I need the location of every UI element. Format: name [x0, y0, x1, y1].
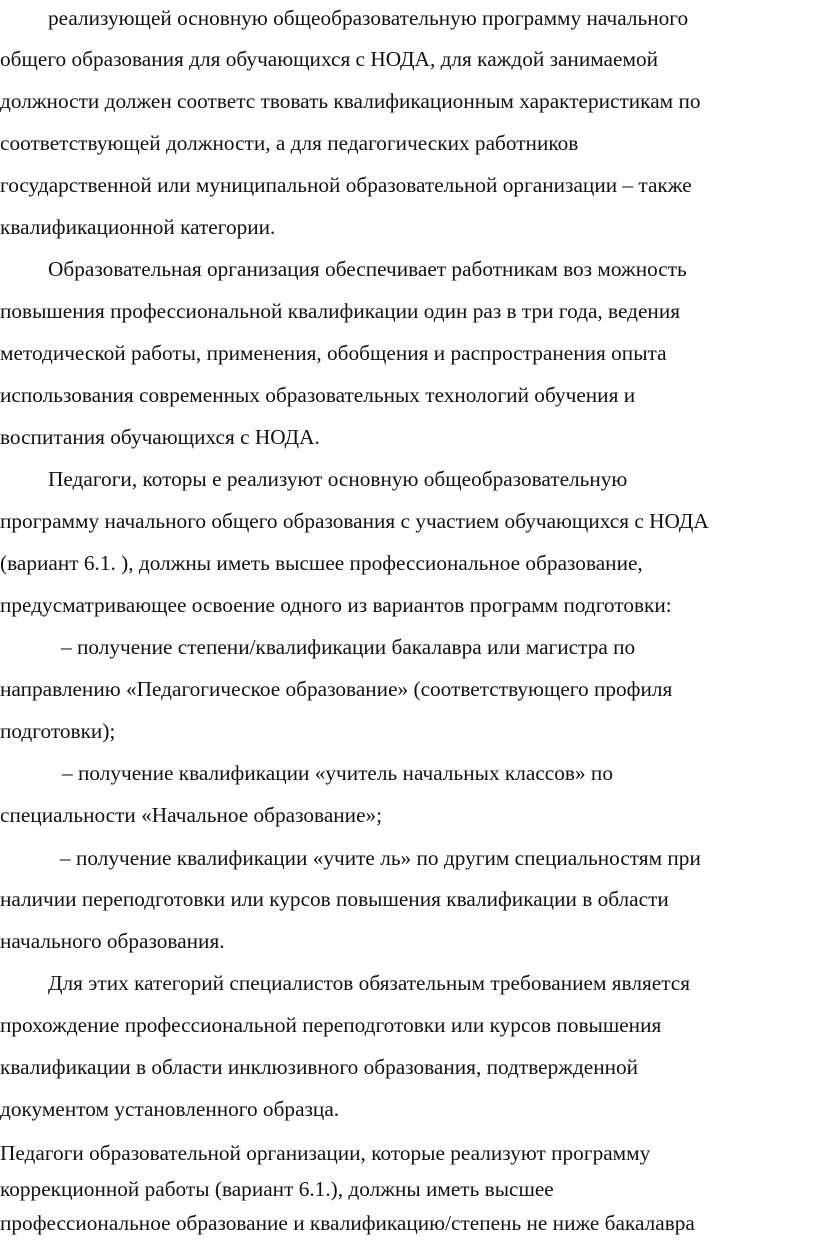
- text-line: (вариант 6.1. ), должны иметь высшее профессиональное образование,: [0, 551, 643, 575]
- text-line: программу начального общего образования с участием обучающихся с НОДА: [0, 509, 709, 533]
- text-line: направлению «Педагогическое образование» (соответствующего профиля: [0, 677, 673, 701]
- text-line: специальности «Начальное образование»;: [0, 803, 383, 827]
- text-line: начального образования.: [0, 929, 225, 953]
- text-line: профессиональное образование и квалификацию/степень не ниже бакалавра: [0, 1211, 695, 1235]
- text-line: Педагоги, которы е реализуют основную общеобразовательную: [48, 467, 628, 491]
- text-line: реализующей основную общеобразовательную программу начального: [48, 6, 689, 30]
- text-line: коррекционной работы (вариант 6.1.), должны иметь высшее: [0, 1177, 554, 1201]
- list-item-dash: – получение степени/квалификации бакалавра или магистра по: [61, 635, 636, 659]
- text-line: Для этих категорий специалистов обязательным требованием является: [48, 971, 691, 995]
- text-line: предусматривающее освоение одного из вариантов программ подготовки:: [0, 593, 672, 617]
- text-line: повышения профессиональной квалификации один раз в три года, ведения: [0, 299, 681, 323]
- text-line: квалификации в области инклюзивного образования, подтвержденной: [0, 1055, 639, 1079]
- text-line: государственной или муниципальной образовательной организации – также: [0, 173, 692, 197]
- text-line: квалификационной категории.: [0, 215, 276, 239]
- text-line: Педагоги образовательной организации, которые реализуют программу: [0, 1141, 651, 1165]
- text-line: общего образования для обучающихся с НОДА, для каждой занимаемой: [0, 47, 658, 71]
- text-line: использования современных образовательных технологий обучения и: [0, 383, 636, 407]
- text-line: прохождение профессиональной переподготовки или курсов повышения: [0, 1013, 662, 1037]
- text-line: документом установленного образца.: [0, 1097, 340, 1121]
- list-item-dash: – получение квалификации «учитель начальных классов» по: [62, 761, 613, 785]
- text-line: методической работы, применения, обобщения и распространения опыта: [0, 341, 667, 365]
- text-line: должности должен соответс твовать квалификационным характеристикам по: [0, 89, 701, 113]
- text-line: наличии переподготовки или курсов повышения квалификации в области: [0, 887, 669, 911]
- text-line: подготовки);: [0, 719, 116, 743]
- text-line: Образовательная организация обеспечивает работникам воз можность: [48, 257, 687, 281]
- list-item-dash: – получение квалификации «учите ль» по другим специальностям при: [60, 846, 701, 870]
- text-line: соответствующей должности, а для педагогических работников: [0, 131, 579, 155]
- text-line: воспитания обучающихся с НОДА.: [0, 425, 320, 449]
